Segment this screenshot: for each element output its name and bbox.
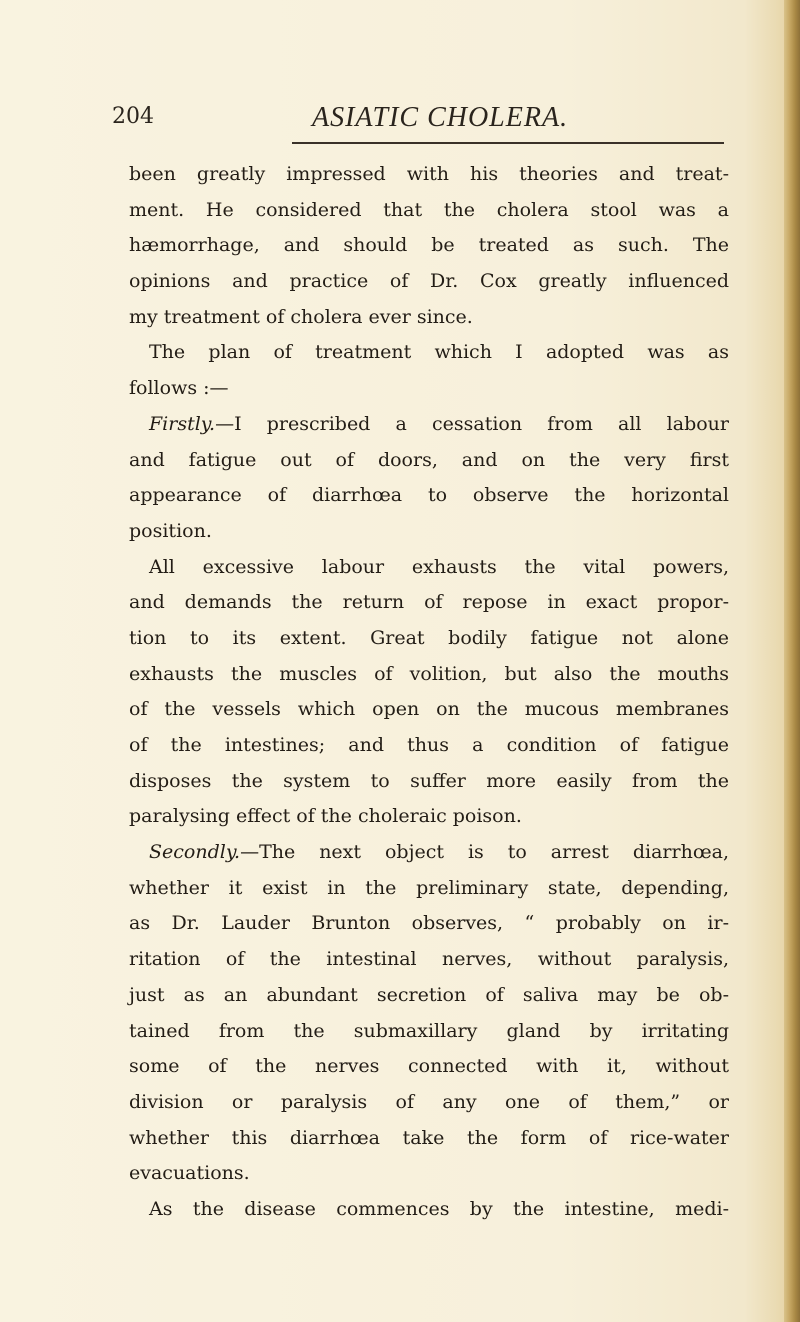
text-line: some of the nerves connected with it, without [129, 1055, 729, 1078]
page-header [0, 102, 800, 142]
text-line: as Dr. Lauder Brunton observes, “ probably on ir- [129, 912, 729, 935]
text-line: been greatly impressed with his theories and treat- [129, 163, 729, 185]
text-line: tion to its extent. Great bodily fatigue not alone [129, 626, 729, 649]
text-line: disposes the system to suffer more easily from the [129, 769, 729, 792]
line-rest: —The next object is to arrest diarrhœa, [240, 841, 729, 864]
text-line: opinions and practice of Dr. Cox greatly influenced [129, 270, 729, 293]
text-line [129, 407, 729, 443]
text-line: just as an abundant secretion of saliva may be ob- [129, 983, 729, 1006]
text-line: of the vessels which open on the mucous membranes [129, 698, 729, 721]
text-line: paralysing effect of the choleraic poison. [129, 805, 522, 828]
text-line: my treatment of cholera ever since. [129, 305, 473, 328]
text-line: whether it exist in the preliminary state, depending, [129, 876, 729, 899]
text-line: appearance of diarrhœa to observe the horizontal [129, 484, 729, 507]
page-edge-shadow [784, 0, 800, 1322]
text-line: The plan of treatment which I adopted was as [149, 341, 729, 364]
text-line: tained from the submaxillary gland by irritating [129, 1019, 729, 1042]
text-line: exhausts the muscles of volition, but also the mouths [129, 662, 729, 685]
running-title: ASIATIC CHOLERA. [312, 102, 569, 133]
text-line: ritation of the intestinal nerves, without paralysis, [129, 948, 729, 971]
text-line: whether this diarrhœa take the form of rice-water [129, 1126, 729, 1149]
text-line [129, 835, 729, 871]
text-line: As the disease commences by the intestine, medi- [149, 1197, 729, 1220]
text-line: position. [129, 519, 212, 542]
text-line: and demands the return of repose in exact propor- [129, 591, 729, 614]
text-line: of the intestines; and thus a condition of fatigue [129, 734, 729, 756]
italic-lead-firstly: Firstly. [149, 412, 216, 435]
body-text [129, 157, 729, 1228]
italic-lead-secondly: Secondly. [149, 841, 241, 864]
text-line: follows :— [129, 377, 229, 400]
text-line: ment. He considered that the cholera stool was a [129, 198, 729, 221]
text-line: evacuations. [129, 1162, 250, 1185]
line-rest: —I prescribed a cessation from all labour [215, 412, 729, 435]
header-rule [292, 142, 724, 144]
page-number: 204 [112, 104, 154, 129]
text-line: and fatigue out of doors, and on the very first [129, 448, 729, 471]
text-line: All excessive labour exhausts the vital powers, [149, 555, 729, 578]
text-line: hæmorrhage, and should be treated as such. The [129, 234, 729, 257]
text-line: division or paralysis of any one of them,” or [129, 1090, 729, 1113]
